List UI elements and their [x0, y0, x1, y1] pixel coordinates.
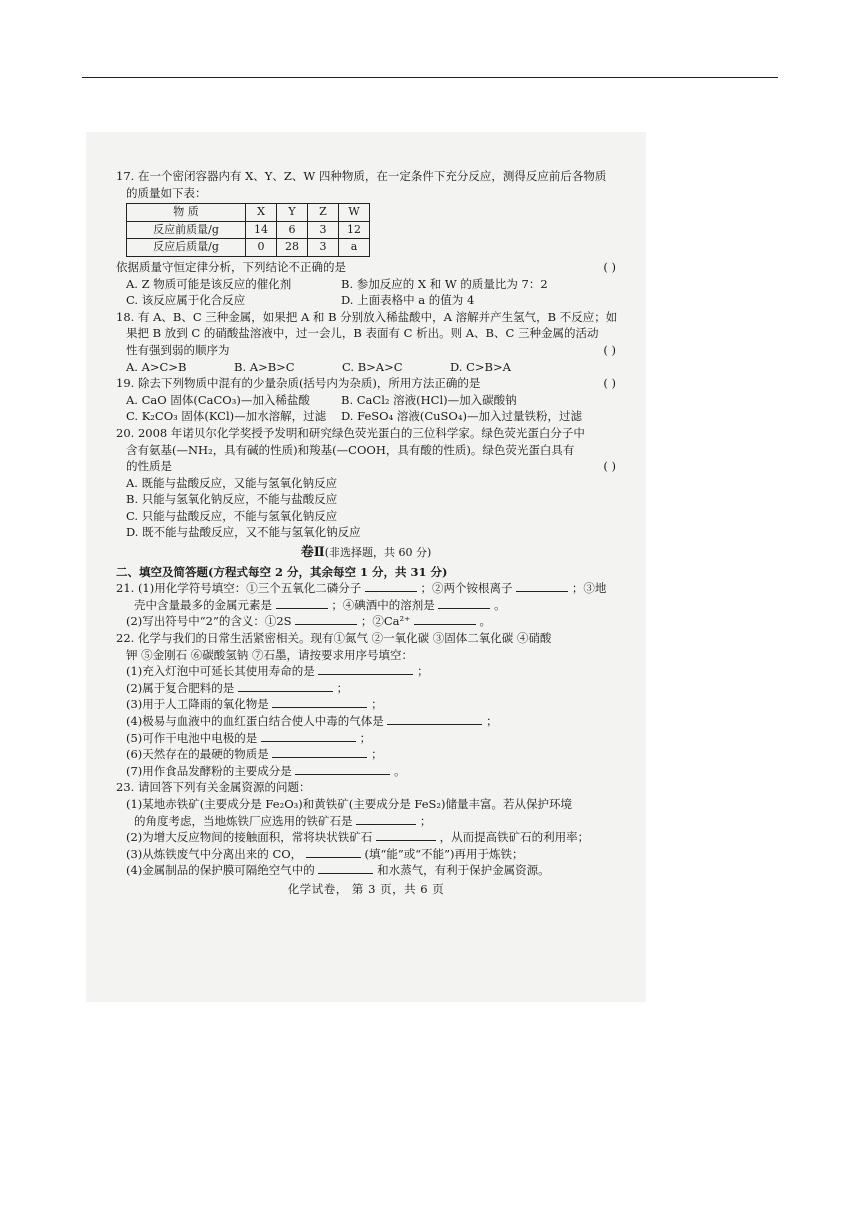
part2-title: 卷Ⅱ [300, 545, 325, 561]
q23-stem: 23. 请回答下列有关金属资源的问题： [116, 780, 311, 795]
q22-item [116, 730, 616, 747]
table-cell: Y [277, 204, 308, 222]
q21-text: 。 [479, 614, 492, 629]
q22-item-text: (5)可作干电池中电极的是 [126, 730, 258, 745]
option-d: D. 上面表格中 a 的值为 4 [341, 293, 475, 308]
answer-blank[interactable] [306, 846, 361, 858]
q22-item [116, 696, 616, 713]
q22-item-end: ； [486, 714, 498, 728]
option-d: D. C>B>A [450, 359, 511, 374]
q17-options-ab [116, 276, 616, 293]
table-cell: X [246, 204, 277, 222]
answer-paren: ( ) [603, 459, 616, 474]
option-b: B. 参加反应的 X 和 W 的质量比为 7：2 [341, 276, 548, 291]
q23-text: 的角度考虑，当地炼铁厂应选用的铁矿石是 [134, 813, 353, 828]
option-d: D. 既不能与盐酸反应，又不能与氢氧化钠反应 [126, 525, 361, 540]
q21-line1 [116, 580, 616, 597]
q23-text: (2)为增大反应物间的接触面积，常将块状铁矿石 [126, 830, 373, 845]
table-cell: 6 [277, 221, 308, 239]
q17-stem-line1: 17. 在一个密闭容器内有 X、Y、Z、W 四种物质，在一定条件下充分反应，测得反应前后各物质 [116, 169, 607, 183]
q18-line3-text: 性有强到弱的顺序为 [126, 342, 230, 357]
q22-item-text: (7)用作食品发酵粉的主要成分是 [126, 763, 292, 778]
q21-text: ；④碘酒中的溶剂是 [331, 597, 435, 612]
table-cell: Z [308, 204, 339, 222]
table-cell: 28 [277, 239, 308, 257]
answer-blank[interactable] [272, 696, 367, 708]
option-c: C. B>A>C [342, 359, 403, 374]
q21-text: (2)写出符号中“2”的含义：①2S [126, 614, 292, 629]
table-cell: 物 质 [127, 204, 246, 222]
q18-line2: 果把 B 放到 C 的硝酸盐溶液中，过一会儿，B 表面有 C 析出。则 A、B、C 三种金属的活动 [126, 326, 599, 341]
q22-item-end: ； [417, 664, 429, 679]
q18-line3 [116, 342, 616, 359]
answer-blank[interactable] [365, 580, 417, 592]
answer-blank[interactable] [438, 597, 490, 609]
option-b: B. 只能与氢氧化钠反应，不能与盐酸反应 [126, 492, 338, 507]
q21-line2 [116, 597, 616, 614]
q17-options-cd [116, 292, 616, 309]
q17-question [116, 259, 616, 276]
option-a: A. Z 物质可能是该反应的催化剂 [126, 276, 292, 291]
q22-item-end: ； [371, 697, 383, 712]
table-row [127, 221, 370, 239]
q23-line3 [116, 829, 616, 846]
option-c: C. 该反应属于化合反应 [126, 293, 246, 308]
q22-item-end: 。 [394, 763, 406, 778]
table-cell: 12 [339, 221, 370, 239]
answer-blank[interactable] [356, 813, 416, 825]
q20-line1: 20. 2008 年诺贝尔化学奖授予发明和研究绿色荧光蛋白的三位科学家。绿色荧光蛋白分子中 [116, 425, 585, 440]
answer-paren: ( ) [603, 376, 616, 391]
q23-text: (填“能”或“不能”)再用于炼铁； [364, 846, 524, 861]
option-b: B. CaCl₂ 溶液(HCl)—加入碳酸钠 [341, 392, 517, 407]
answer-paren: ( ) [603, 342, 616, 357]
option-c: C. K₂CO₃ 固体(KCl)—加水溶解，过滤 [126, 409, 327, 424]
q21-text: ；②Ca²⁺ [360, 614, 411, 629]
q23-line4 [116, 846, 616, 863]
q22-line1: 22. 化学与我们的日常生活紧密相关。现有①氮气 ②一氧化碳 ③固体二氧化碳 ④硝酸 [116, 631, 552, 646]
table-header-row [127, 204, 370, 222]
q23-text: ，从而提高铁矿石的利用率； [439, 830, 590, 845]
q18-options [116, 359, 616, 376]
q19-options-cd [116, 408, 616, 425]
q18-line1: 18. 有 A、B、C 三种金属，如果把 A 和 B 分别放入稀盐酸中，A 溶解并产生氢气，B 不反应；如 [116, 309, 618, 324]
q20-line3-text: 的性质是 [126, 459, 172, 474]
q23-text: (4)金属制品的保护膜可隔绝空气中的 [126, 863, 315, 878]
q23-line2 [116, 813, 616, 830]
q21-text: ；③地 [571, 581, 607, 596]
q22-line2: 钾 ⑤金刚石 ⑥碳酸氢钠 ⑦石墨，请按要求用序号填空： [126, 647, 413, 662]
option-d: D. FeSO₄ 溶液(CuSO₄)—加入过量铁粉，过滤 [341, 409, 582, 424]
table-cell: 3 [308, 239, 339, 257]
answer-blank[interactable] [387, 713, 482, 725]
answer-blank[interactable] [238, 680, 333, 692]
q22-item [116, 663, 616, 680]
option-a: A. 既能与盐酸反应，又能与氢氧化钠反应 [126, 475, 338, 490]
q23-text: ； [419, 813, 432, 828]
answer-paren: ( ) [603, 259, 616, 274]
answer-blank[interactable] [516, 580, 568, 592]
exam-content [116, 168, 616, 898]
q22-item [116, 763, 616, 780]
q22-item [116, 680, 616, 697]
answer-blank[interactable] [414, 613, 476, 625]
q23-text: (3)从炼铁废气中分离出来的 CO， [126, 846, 303, 861]
answer-blank[interactable] [295, 613, 357, 625]
q22-item-text: (6)天然存在的最硬的物质是 [126, 747, 269, 762]
q22-item [116, 713, 616, 730]
part2-heading [116, 545, 616, 562]
answer-blank[interactable] [376, 829, 436, 841]
option-a: A. CaO 固体(CaCO₃)—加入稀盐酸 [126, 392, 310, 407]
q17-question-text: 依据质量守恒定律分析，下列结论不正确的是 [116, 259, 346, 274]
q21-text: 。 [494, 597, 506, 612]
q23-text: 和水蒸气，有利于保护金属资源。 [377, 863, 550, 878]
q20-line2: 含有氨基(—NH₂，具有碱的性质)和羧基(—COOH，具有酸的性质)。绿色荧光蛋白具有 [126, 442, 575, 457]
table-cell: W [339, 204, 370, 222]
q23-line1: (1)某地赤铁矿(主要成分是 Fe₂O₃)和黄铁矿(主要成分是 FeS₂)储量丰富。若从保护环境 [126, 796, 572, 811]
q23-line5 [116, 862, 616, 879]
answer-blank[interactable] [318, 663, 413, 675]
q22-item-text: (2)属于复合肥料的是 [126, 680, 235, 695]
page-footer: 化学试卷， 第 3 页，共 6 页 [287, 881, 445, 896]
q22-item-end: ； [371, 747, 383, 762]
q21-text: 壳中含量最多的金属元素是 [134, 597, 272, 612]
q19-options-ab [116, 392, 616, 409]
q21-text: ；②两个铵根离子 [420, 581, 513, 596]
q22-item-text: (4)极易与血液中的血红蛋白结合使人中毒的气体是 [126, 714, 384, 728]
answer-blank[interactable] [272, 746, 367, 758]
table-cell: a [339, 239, 370, 257]
q19-stem [116, 375, 616, 392]
q22-item-end: ； [359, 730, 372, 745]
answer-blank[interactable] [276, 597, 328, 609]
q20-line3 [116, 458, 616, 475]
q21-text: 21. (1)用化学符号填空：①三个五氧化二磷分子 [116, 581, 362, 596]
table-cell: 14 [246, 221, 277, 239]
q17-table [126, 203, 370, 257]
q22-item-text: (3)用于人工降雨的氧化物是 [126, 697, 269, 712]
answer-blank[interactable] [261, 730, 356, 742]
q19-stem-text: 19. 除去下列物质中混有的少量杂质(括号内为杂质)，所用方法正确的是 [116, 376, 481, 391]
option-b: B. A>B>C [234, 359, 295, 374]
table-row [127, 239, 370, 257]
q17-stem-line2: 的质量如下表： [126, 185, 207, 200]
part2-subtitle: (非选择题，共 60 分) [324, 546, 432, 560]
answer-blank[interactable] [318, 862, 373, 874]
q22-item-text: (1)充入灯泡中可延长其使用寿命的是 [126, 664, 315, 679]
header-rule [82, 77, 778, 78]
answer-blank[interactable] [295, 763, 390, 775]
q21-line3 [116, 613, 616, 630]
section2-title: 二、填空及简答题(方程式每空 2 分，其余每空 1 分，共 31 分) [116, 564, 448, 579]
q22-item [116, 746, 616, 763]
table-cell: 反应后质量/g [127, 239, 246, 257]
table-cell: 0 [246, 239, 277, 257]
option-c: C. 只能与盐酸反应，不能与氢氧化钠反应 [126, 508, 338, 523]
table-cell: 反应前质量/g [127, 221, 246, 239]
table-cell: 3 [308, 221, 339, 239]
option-a: A. A>C>B [126, 359, 187, 374]
q22-item-end: ； [336, 680, 349, 695]
